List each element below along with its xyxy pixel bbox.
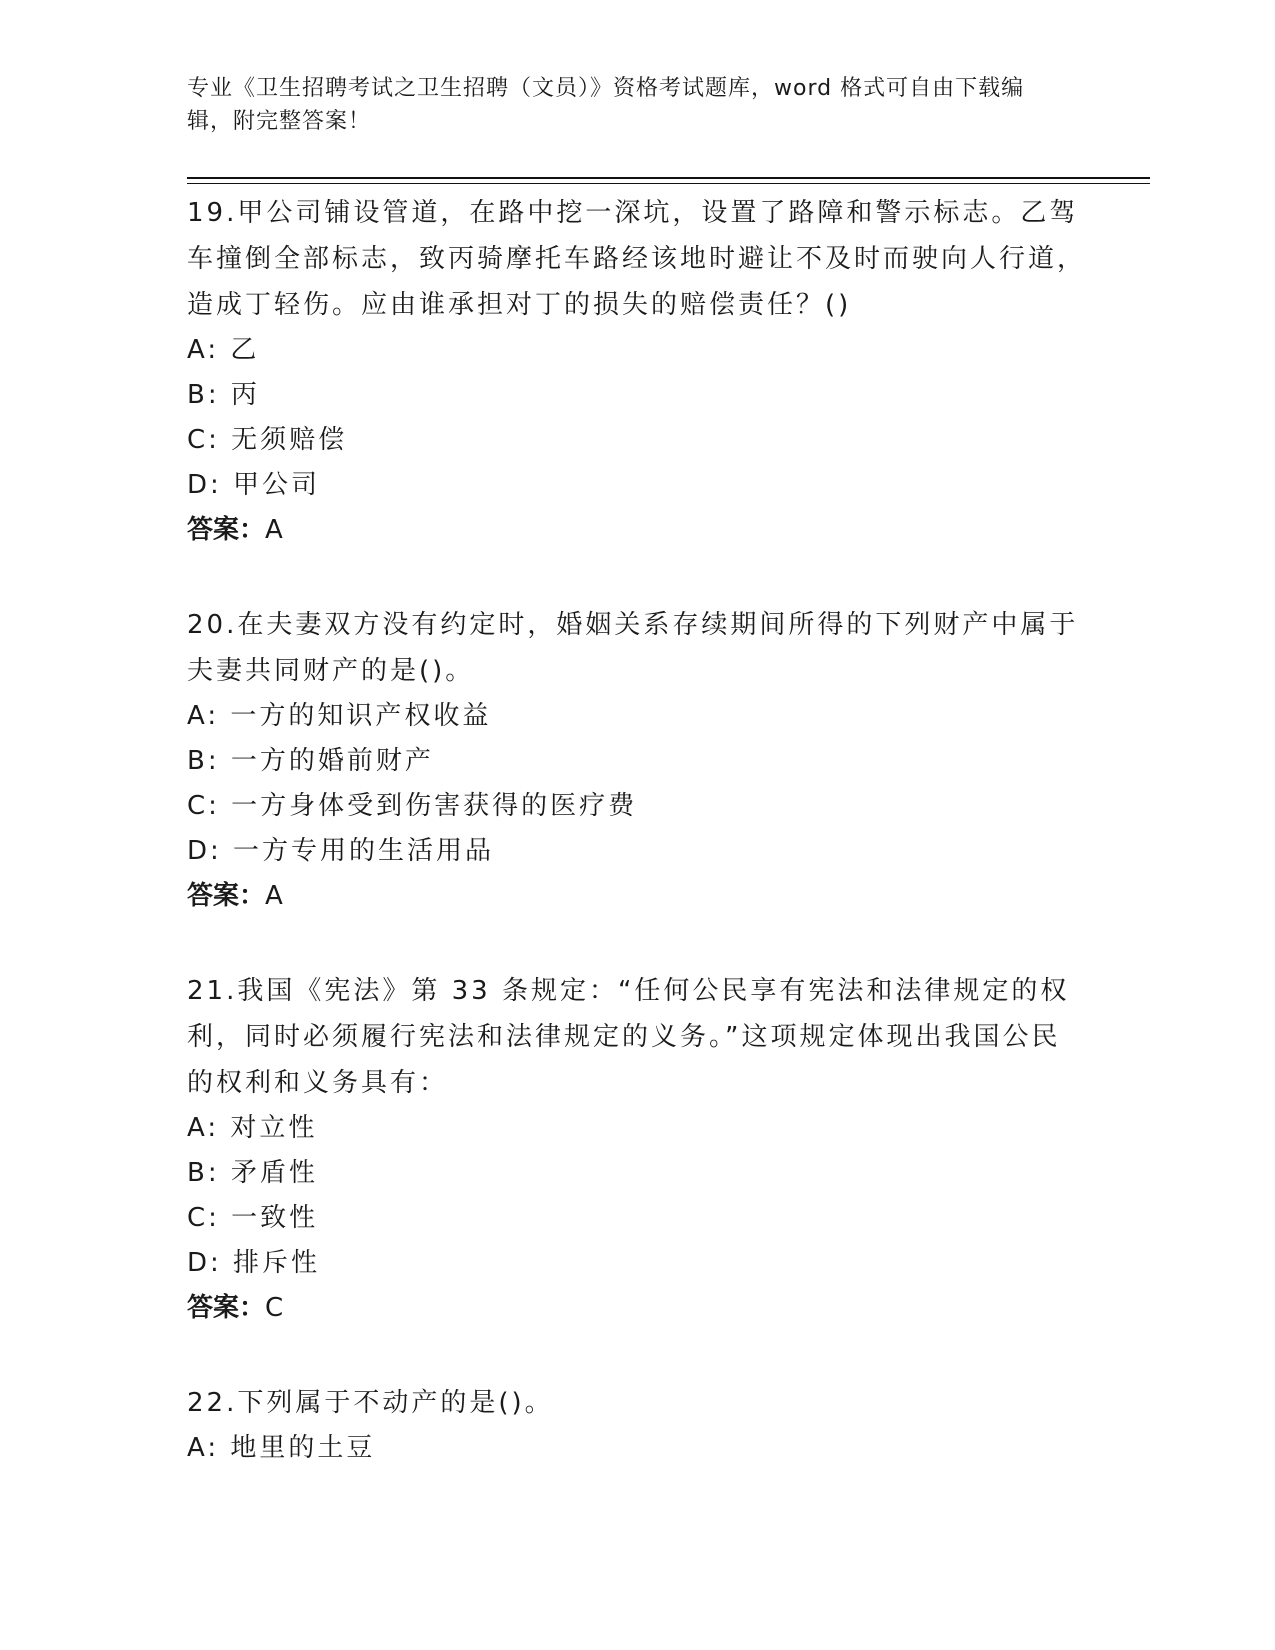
question-text: 22.下列属于不动产的是()。 xyxy=(187,1388,554,1418)
answer-label: 答案： xyxy=(187,1293,266,1323)
option-c: C: 一方身体受到伤害获得的医疗费 xyxy=(187,791,638,821)
answer-line xyxy=(187,1286,1087,1331)
header-divider-thin xyxy=(187,183,1150,184)
answer-label: 答案： xyxy=(187,515,266,545)
question-spacer xyxy=(187,919,1087,968)
answer-value: A xyxy=(265,881,283,911)
answer-value: C xyxy=(265,1293,284,1323)
answer-label: 答案： xyxy=(187,881,266,911)
option-d: D: 排斥性 xyxy=(187,1248,321,1278)
question-text: 19.甲公司铺设管道，在路中挖一深坑，设置了路障和警示标志。乙驾车撞倒全部标志，致丙骑摩托车路经该地时避让不及时而驶向人行道，造成丁轻伤。应由谁承担对丁的损失的赔偿责任？() xyxy=(187,198,1087,320)
question-20 xyxy=(187,602,1087,919)
question-22 xyxy=(187,1380,1087,1471)
question-spacer xyxy=(187,553,1087,602)
question-text: 20.在夫妻双方没有约定时，婚姻关系存续期间所得的下列财产中属于夫妻共同财产的是()。 xyxy=(187,610,1079,686)
option-b: B: 矛盾性 xyxy=(187,1158,318,1188)
answer-line xyxy=(187,508,1087,553)
option-b: B: 一方的婚前财产 xyxy=(187,746,434,776)
question-19 xyxy=(187,190,1087,553)
answer-value: A xyxy=(265,515,283,545)
document-header: 专业《卫生招聘考试之卫生招聘（文员）》资格考试题库，word 格式可自由下载编辑，附完整答案！ xyxy=(187,76,1025,134)
question-list xyxy=(187,190,1087,1471)
option-a: A: 乙 xyxy=(187,335,260,365)
option-d: D: 甲公司 xyxy=(187,470,321,500)
option-d: D: 一方专用的生活用品 xyxy=(187,836,495,866)
question-spacer xyxy=(187,1331,1087,1380)
option-a: A: 一方的知识产权收益 xyxy=(187,701,492,731)
option-b: B: 丙 xyxy=(187,380,260,410)
option-a: A: 地里的土豆 xyxy=(187,1433,376,1463)
answer-line xyxy=(187,874,1087,919)
option-c: C: 无须赔偿 xyxy=(187,425,348,455)
header-divider-thick xyxy=(187,177,1150,179)
question-21 xyxy=(187,968,1087,1331)
option-a: A: 对立性 xyxy=(187,1113,318,1143)
question-text: 21.我国《宪法》第 33 条规定：“任何公民享有宪法和法律规定的权利，同时必须履行宪法和法律规定的义务。”这项规定体现出我国公民的权利和义务具有： xyxy=(187,976,1070,1098)
option-c: C: 一致性 xyxy=(187,1203,319,1233)
